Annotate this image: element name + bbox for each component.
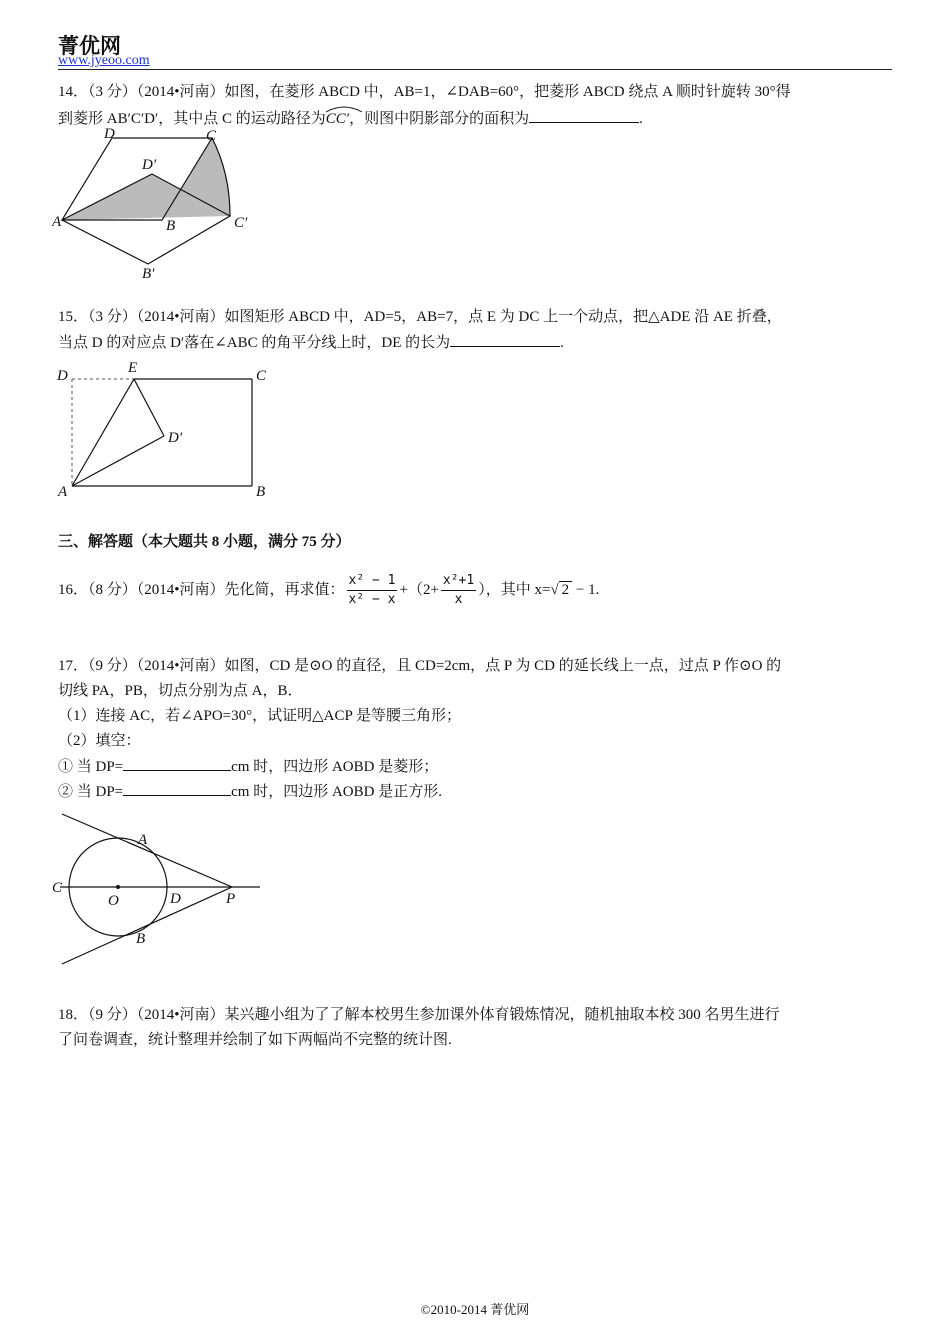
- q16-sqrt-radicand: 2: [559, 581, 573, 598]
- q15-answer-blank[interactable]: [450, 332, 560, 347]
- q14-answer-blank[interactable]: [529, 108, 639, 123]
- header-divider: [58, 69, 892, 70]
- q17-label-d: D: [170, 891, 181, 907]
- q18-line2: 了问卷调查，统计整理并绘制了如下两幅尚不完整的统计图.: [58, 1032, 452, 1048]
- q17-line6: [58, 781, 442, 802]
- q17-line6-text-b: cm 时，四边形 AOBD 是正方形.: [231, 784, 442, 800]
- q17-line3: （1）连接 AC，若∠APO=30°，试证明△ACP 是等腰三角形；: [58, 708, 462, 724]
- q17-label-p: P: [226, 891, 236, 907]
- q17-center-point: [116, 885, 120, 889]
- page-footer: ©2010-2014 菁优网: [420, 1302, 530, 1317]
- q17-square-answer-blank[interactable]: [123, 781, 231, 796]
- q16-fraction-1: [347, 572, 398, 609]
- q16-frac1-numerator: x² − 1: [347, 572, 398, 591]
- q17-line5-text-b: cm 时，四边形 AOBD 是菱形；: [231, 759, 439, 775]
- q15-figure: [52, 358, 282, 503]
- q14-arc-text: CC′: [325, 111, 350, 127]
- q17-label-c: C: [52, 880, 63, 896]
- q17-tangent-pa: [62, 814, 232, 887]
- q14-label-c-prime: C′: [234, 215, 248, 231]
- q17-line4: （2）填空：: [58, 733, 141, 749]
- q14-label-d-prime: D′: [142, 157, 157, 173]
- sqrt-symbol-icon: √: [550, 582, 559, 598]
- q17-figure: [52, 810, 272, 972]
- q15-label-d-prime: D′: [168, 430, 183, 446]
- q18-line1: 18．（9 分）（2014•河南）某兴趣小组为了了解本校男生参加课外体育锻炼情况，随机抽取本校 300 名男生进行: [58, 1007, 780, 1023]
- q17-line5: [58, 756, 438, 777]
- site-logo: 菁优网: [58, 34, 121, 58]
- q15-label-e: E: [128, 360, 138, 376]
- site-url-link[interactable]: www.jyeoo.com: [58, 53, 150, 68]
- q14-line1: 14．（3 分）（2014•河南）如图，在菱形 ABCD 中，AB=1，∠DAB=60°，把菱形 ABCD 绕点 A 顺时针旋转 30°得: [58, 84, 791, 100]
- q15-line-ae: [72, 379, 134, 486]
- q17-label-b: B: [136, 931, 146, 947]
- q17-line2: 切线 PA，PB，切点分别为点 A，B．: [58, 683, 303, 699]
- q14-line2-text-c: .: [639, 111, 643, 127]
- q15-label-a: A: [58, 484, 68, 500]
- q17-rhombus-answer-blank[interactable]: [123, 756, 231, 771]
- section-3-title: 三、解答题（本大题共 8 小题，满分 75 分）: [58, 534, 351, 550]
- q16-suffix-b: − 1.: [572, 582, 600, 598]
- q14-label-b-prime: B′: [142, 266, 155, 282]
- q15-line2: [58, 332, 564, 353]
- q15-line2-text-a: 当点 D 的对应点 D′落在∠ABC 的角平分线上时，DE 的长为: [58, 335, 451, 351]
- q16-frac2-denominator: x: [454, 592, 463, 608]
- q14-line2: [58, 108, 643, 129]
- q17-label-o: O: [108, 893, 119, 909]
- q14-label-d: D: [104, 128, 115, 142]
- q15-label-b: B: [256, 484, 266, 500]
- q16-prefix: 16．（8 分）（2014•河南）先化简，再求值：: [58, 582, 345, 598]
- q14-label-c: C: [206, 128, 217, 144]
- q14-arc-label: [326, 109, 349, 129]
- q16-line: [58, 566, 599, 614]
- q16-fraction-2: [441, 572, 476, 609]
- q16-frac2-numerator: x²+1: [441, 572, 476, 591]
- q17-line5-text-a: ① 当 DP=: [58, 759, 124, 775]
- q14-line2-text-b: ，则图中阴影部分的面积为: [349, 111, 530, 127]
- q17-label-a: A: [138, 832, 148, 848]
- q16-mid: +（2+: [399, 582, 439, 598]
- q15-label-c: C: [256, 368, 267, 384]
- q15-line-ed': [134, 379, 164, 436]
- q15-label-d: D: [57, 368, 68, 384]
- q14-line2-text-a: 到菱形 AB′C′D′，其中点 C 的运动路径为: [58, 111, 326, 127]
- q15-line2-text-b: .: [560, 335, 564, 351]
- q16-suffix-a: ），其中 x=: [478, 582, 551, 598]
- arc-symbol-icon: [324, 105, 364, 113]
- q14-figure: [52, 128, 262, 288]
- q14-label-b: B: [166, 218, 176, 234]
- q16-frac1-denominator: x² − x: [348, 592, 396, 608]
- q17-line6-text-a: ② 当 DP=: [58, 784, 124, 800]
- q15-line1: 15．（3 分）（2014•河南）如图矩形 ABCD 中，AD=5，AB=7，点 E 为 DC 上一个动点，把△ADE 沿 AE 折叠，: [58, 309, 782, 325]
- q17-line1: 17．（9 分）（2014•河南）如图，CD 是⊙O 的直径，且 CD=2cm，点 P 为 CD 的延长线上一点，过点 P 作⊙O 的: [58, 658, 782, 674]
- q14-label-a: A: [52, 214, 62, 230]
